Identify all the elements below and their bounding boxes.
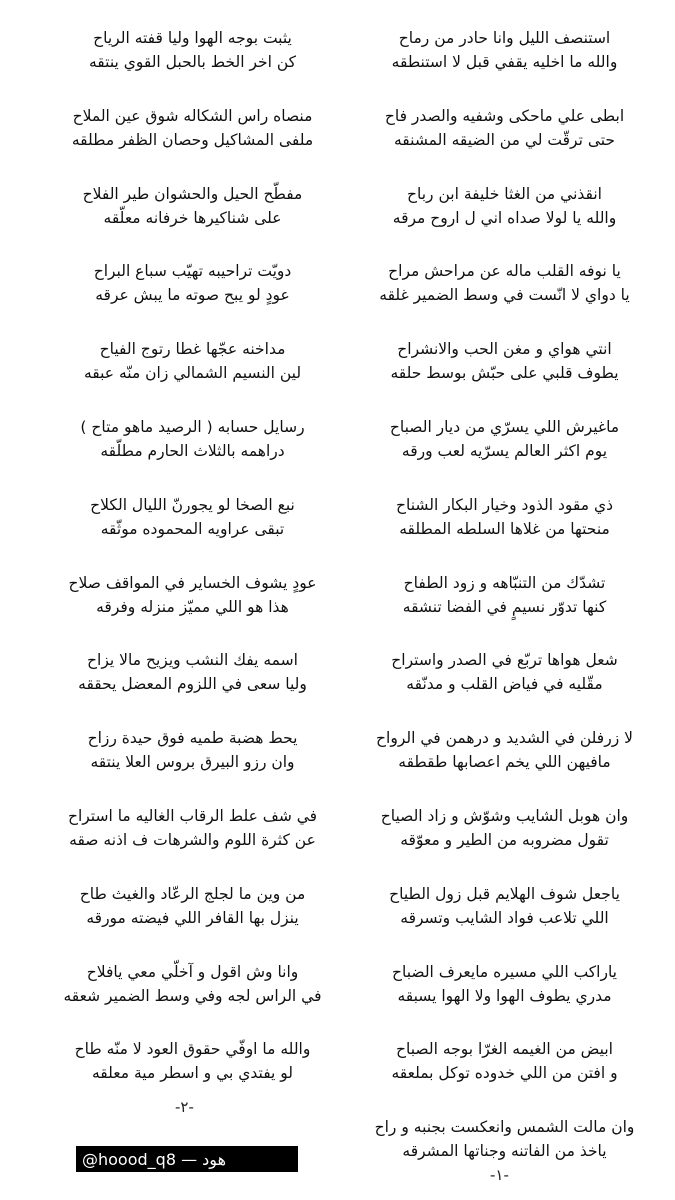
page-number-left: -٢- <box>175 1098 194 1116</box>
poem-stanza <box>30 640 355 718</box>
poem-verse-line: استنصف الليل وانا حادر من رماح <box>398 29 611 47</box>
poem-verse-line: منصاه راس الشكاله شوق عين الملاح <box>72 106 313 125</box>
poem-verse-line: مداخنه عجّها غطا رتوج الفياح <box>99 340 286 359</box>
poem-verse-line: لين النسيم الشمالي زان منّه عبقه <box>83 364 302 383</box>
poem-verse-line: مافيهن اللي يخم اعصابها طقطقه <box>398 753 611 772</box>
poem-verse-line: انقذني من الغثا خليفة ابن رباح <box>407 184 602 203</box>
poem-stanza <box>30 718 355 796</box>
poem-stanza <box>342 952 667 1030</box>
poem-verse-line: عن كثرة اللوم والشرهات ف اذنه صقه <box>69 830 316 849</box>
page-number-right: -١- <box>490 1166 509 1184</box>
poem-verse-line: منحتها من غلاها السلطه المطلقه <box>399 519 610 538</box>
poem-verse-line: مدري يطوف الهوا ولا الهوا يسبقه <box>397 986 612 1005</box>
poem-verse-line: دويّت تراحيبه تهيّب سباع البراح <box>93 262 292 281</box>
signature-badge: @hoood_q8 — هود <box>76 1146 298 1172</box>
poem-verse-line: وان مالت الشمس وانعكست بجنبه و راح <box>374 1118 635 1137</box>
poem-verse-line: في الراس لجه وفي وسط الضمير شعقه <box>63 986 322 1005</box>
poem-verse-line: وليا سعى في اللزوم المعضل يحققه <box>78 675 307 694</box>
poem-verse-line: يثبت بوجه الهوا وليا قفته الرياح <box>93 29 292 47</box>
poem-stanza <box>30 485 355 563</box>
poem-verse-line: ياخذ من الفاتنه وجناتها المشرقه <box>402 1142 607 1161</box>
poem-verse-line: كنها تدوّر نسيمٍ في الفضا تنشقه <box>402 597 607 616</box>
poem-verse-line: تقول مضروبه من الطير و معوّقه <box>400 830 609 849</box>
poem-stanza <box>342 485 667 563</box>
poem-stanza <box>30 952 355 1030</box>
poem-stanza <box>342 96 667 174</box>
poem-verse-line: يوم اكثر العالم يسرّيه لعب ورقه <box>401 441 608 460</box>
poem-verse-line: ابطى علي ماحكى وشفيه والصدر فاح <box>384 106 625 125</box>
poem-stanza <box>342 174 667 252</box>
poem-stanza <box>342 1029 667 1107</box>
poem-verse-line: يا نوفه القلب ماله عن مراحش مراح <box>388 262 621 281</box>
poem-verse-line: اسمه يفك النشب ويزيح مالا يزاح <box>87 651 298 670</box>
poem-verse-line: وانا وش اقول و آخلّي معي يافلاح <box>86 962 299 981</box>
poem-verse-line: عودٍ يشوف الخساير في المواقف صلاح <box>68 573 317 592</box>
poem-column-left <box>30 18 355 1107</box>
poem-verse-line: ملفى المشاكيل وحصان الظفر مطلقه <box>71 130 314 149</box>
poem-verse-line: والله ما اوفّي حقوق العود لا منّه طاح <box>74 1040 311 1059</box>
poem-verse-line: دراهمه بالثلاث الحارم مطلّقه <box>100 441 285 460</box>
poem-verse-line: حتى ترقّت لي من الضيقه المشنقه <box>394 130 615 149</box>
poem-verse-line: على شناكيرها خرفانه معلّقه <box>103 208 282 227</box>
poem-verse-line: و افتن من اللي خدوده توكل بملعقه <box>391 1064 618 1083</box>
poem-stanza <box>342 718 667 796</box>
poem-verse-line: في شف علط الرقاب الغاليه ما استراح <box>67 806 318 825</box>
poem-verse-line: ماغيرش اللي يسرّي من ديار الصباح <box>389 417 620 436</box>
poem-stanza <box>30 563 355 641</box>
poem-verse-line: هذا هو اللي مميّز منزله وفرقه <box>96 597 289 616</box>
poem-stanza <box>342 251 667 329</box>
poem-stanza <box>342 563 667 641</box>
poem-verse-line: يطوف قلبي على حبّش بوسط حلقه <box>390 364 619 383</box>
poem-stanza <box>342 329 667 407</box>
poem-verse-line: ياجعل شوف الهلايم قبل زول الطياح <box>389 884 620 903</box>
poem-verse-line: ذي مقود الذود وخيار البكار الشناح <box>396 495 613 514</box>
poem-verse-line: نبع الصخا لو يجورنّ الليال الكلاح <box>90 495 295 514</box>
poem-verse-line: لو يفتدي بي و اسطر مية معلقه <box>91 1064 294 1083</box>
poem-verse-line: عودٍ لو يبح صوته ما يبش عرقه <box>95 286 290 305</box>
poem-verse-line: يا دواي لا انّست في وسط الضمير غلقه <box>379 286 630 305</box>
poem-verse-line: لا زرفلن في الشديد و درهمن في الرواح <box>376 729 633 748</box>
poem-stanza <box>342 874 667 952</box>
poem-verse-line: تبقى عراويه المحموده موثّقه <box>100 519 285 538</box>
poem-stanza <box>30 796 355 874</box>
poem-stanza <box>30 251 355 329</box>
poem-stanza <box>342 796 667 874</box>
poem-column-right <box>342 18 667 1185</box>
poem-verse-line: رسايل حسابه ( الرصيد ماهو متاح ) <box>80 417 305 436</box>
poem-stanza <box>30 1029 355 1107</box>
poem-verse-line: ياراكب اللي مسيره مايعرف الضباح <box>391 962 617 981</box>
poem-verse-line: شعل هواها تربّع في الصدر واستراح <box>391 651 618 670</box>
poem-stanza <box>30 329 355 407</box>
poem-verse-line: انتي هواي و مغن الحب والانشراح <box>397 340 612 359</box>
poem-verse-line: والله ما اخليه يقفي قبل لا استنطقه <box>391 53 618 71</box>
poem-verse-line: يحط هضبة طميه فوق حيدة رزاح <box>87 729 298 748</box>
poem-verse-line: وان هوبل الشايب وشوّش و زاد الصياح <box>380 806 629 825</box>
poem-verse-line: ينزل بها القافر اللي فيضته مورقه <box>86 908 299 927</box>
poem-verse-line: كن اخر الخط بالحبل القوي ينتقه <box>88 53 296 71</box>
poem-stanza <box>342 640 667 718</box>
poem-verse-line: والله يا لولا صداه اني ل اروح مرقه <box>392 208 617 227</box>
poem-stanza <box>30 174 355 252</box>
poem-stanza <box>30 407 355 485</box>
poem-verse-line: ابيض من الغيمه الغرّا بوجه الصباح <box>396 1040 613 1059</box>
poem-stanza <box>30 18 355 96</box>
poem-verse-line: اللي تلاعب فواد الشايب وتسرقه <box>400 908 609 927</box>
poem-verse-line: من وين ما لجلج الرعّاد والغيث طاح <box>79 884 306 903</box>
poem-stanza <box>342 407 667 485</box>
poem-verse-line: مقّليه في فياض القلب و مدنّقه <box>406 675 603 694</box>
poem-verse-line: مفطّح الحيل والحشوان طير الفلاح <box>82 184 303 203</box>
poem-stanza <box>30 874 355 952</box>
poem-stanza <box>30 96 355 174</box>
poem-verse-line: تشدّك من التنبّاهه و زود الطفاح <box>403 573 606 592</box>
poem-verse-line: وان رزو البيرق بروس العلا ينتقه <box>90 753 295 772</box>
poem-stanza <box>342 18 667 96</box>
